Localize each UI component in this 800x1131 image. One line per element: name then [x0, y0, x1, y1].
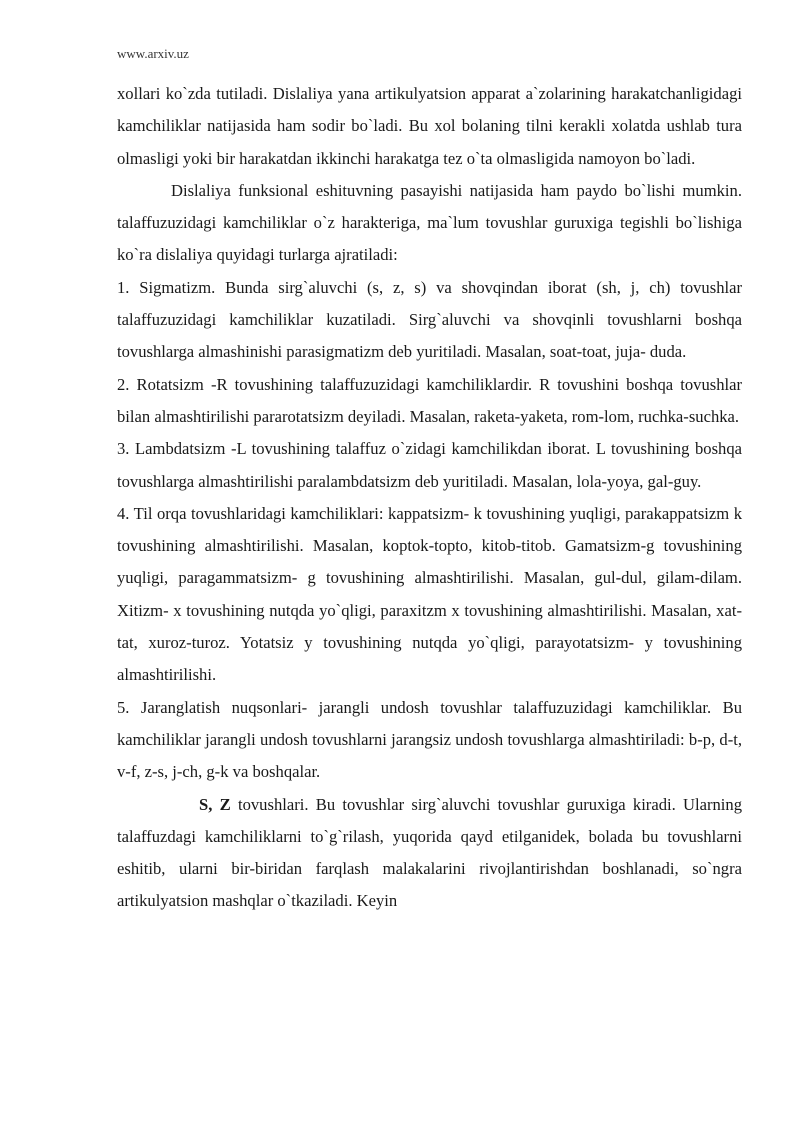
paragraph-back-sounds: 4. Til orqa tovushlaridagi kamchiliklari: kappatsizm- k tovushining yuqligi, parakappatsizm k tovushining almashtirilishi. Masalan, koptok-topto, kitob-titob. Gamatsizm-g tovushining yuqligi, paragammatsizm- g tovushining almashtirilishi. Masalan, gul-dul, gilam-dilam. Xitizm- x tovushining nutqda yo`qligi, paraxitzm x tovushining almashtirilishi. Masalan, xat-tat, xuroz-turoz. Yotatsiz y tovushining nutqda yo`qligi, parayotatsizm- y tovushining almashtirilishi. [117, 503, 742, 685]
paragraph-s-z-sounds [117, 789, 742, 918]
document-body [117, 78, 742, 918]
paragraph-rotacism: 2. Rotatsizm -R tovushining talaffuzuzidagi kamchiliklardir. R tovushini boshqa tovushlar bilan almashtirilishi pararotatsizm deyiladi. Masalan, raketa-yaketa, rom-lom, ruchka-suchka. [117, 374, 742, 426]
paragraph-voicing-defects: 5. Jaranglatish nuqsonlari- jarangli undosh tovushlar talaffuzuzidagi kamchiliklar. Bu kamchiliklar jarangli undosh tovushlarni jarangsiz undosh tovushlarga almashtiriladi: b-p, d-t, v-f, z-s, j-ch, g-k va boshqalar. [117, 697, 742, 782]
s-z-text: tovushlari. Bu tovushlar sirg`aluvchi tovushlar guruxiga kiradi. Ularning talaffuzdagi kamchiliklarni to`g`rilash, yuqorida qayd etilganidek, bolada bu tovushlarni eshitib, ularni bir-biridan farqlash malakalarini rivojlantirishdan boshlanadi, so`ngra artikulyatsion mashqlar o`tkaziladi. Keyin [117, 794, 742, 911]
paragraph-lambdacism: 3. Lambdatsizm -L tovushining talaffuz o`zidagi kamchilikdan iborat. L tovushining boshqa tovushlarga almashtirilishi paralambdatsizm deb yuritiladi. Masalan, lola-yoya, gal-guy. [117, 439, 742, 491]
paragraph-dislalia-types: Dislaliya funksional eshituvning pasayishi natijasida ham paydo bo`lishi mumkin. talaffuzuzidagi kamchiliklar o`z harakteriga, ma`lum tovushlar guruxiga tegishli bo`lishiga ko`ra dislaliya quyidagi turlarga ajratiladi: [117, 180, 742, 265]
paragraph-intro: xollari ko`zda tutiladi. Dislaliya yana artikulyatsion apparat a`zolarining harakatchanligidagi kamchiliklar natijasida ham sodir bo`ladi. Bu xol bolaning tilni kerakli xolatda ushlab tura olmasligi yoki bir harakatdan ikkinchi harakatga tez o`ta olmasligida namoyon bo`ladi. [117, 84, 742, 168]
paragraph-sigmatism: 1. Sigmatizm. Bunda sirg`aluvchi (s, z, s) va shovqindan iborat (sh, j, ch) tovushlar talaffuzuzidagi kamchiliklar kuzatiladi. Sirg`aluvchi va shovqinli tovushlarni boshqa tovushlarga almashinishi parasigmatizm deb yuritiladi. Masalan, soat-toat, juja- duda. [117, 277, 742, 362]
s-z-heading: S, Z [199, 794, 231, 814]
site-header: www.arxiv.uz [117, 46, 189, 61]
